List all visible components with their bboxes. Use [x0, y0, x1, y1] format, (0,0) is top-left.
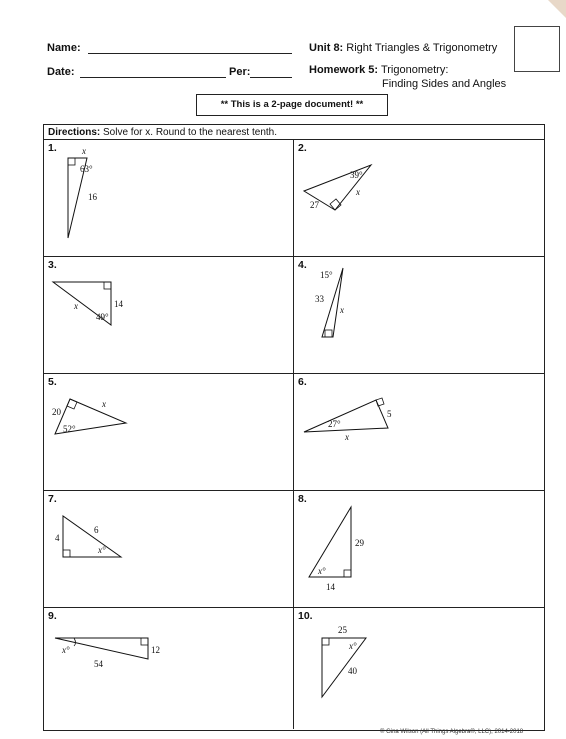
triangle-figure — [294, 140, 544, 257]
name-field[interactable] — [88, 42, 292, 54]
copyright-footer: © Gina Wilson (All Things Algebra®, LLC), 2014-2018 — [380, 729, 524, 735]
triangle-figure — [294, 491, 544, 608]
side-label: x — [345, 432, 349, 442]
problem-number: 3. — [48, 259, 57, 271]
problem-number: 1. — [48, 142, 57, 154]
side-label: 27 — [310, 200, 319, 210]
side-label: 14 — [326, 582, 335, 592]
problem-number: 5. — [48, 376, 57, 388]
problem-1 — [44, 140, 294, 257]
angle-label: 49° — [96, 312, 109, 322]
problem-4 — [294, 257, 544, 374]
angle-label: 39° — [350, 170, 363, 180]
triangle-figure — [44, 608, 294, 729]
side-label: 4 — [55, 533, 60, 543]
unit-label: Unit 8: — [309, 42, 344, 54]
side-label: 16 — [88, 192, 97, 202]
problem-number: 7. — [48, 493, 57, 505]
angle-label: x° — [349, 641, 357, 651]
angle-label: 52° — [63, 424, 76, 434]
unit-title: Right Triangles & Trigonometry — [346, 42, 498, 54]
date-label: Date: — [47, 66, 75, 78]
problem-2 — [294, 140, 544, 257]
triangle-figure — [44, 491, 294, 608]
score-box[interactable] — [514, 26, 560, 72]
angle-label: 27° — [328, 419, 341, 429]
side-label: x — [74, 301, 78, 311]
side-label: 29 — [355, 538, 364, 548]
side-label: x — [102, 399, 106, 409]
angle-label: x° — [98, 545, 106, 555]
side-label: x — [356, 187, 360, 197]
homework-label: Homework 5: — [309, 64, 379, 76]
triangle-figure — [294, 257, 544, 374]
date-field[interactable] — [80, 66, 226, 78]
triangle-figure — [44, 374, 294, 491]
side-label: x — [82, 146, 86, 156]
side-label: 12 — [151, 645, 160, 655]
problem-3 — [44, 257, 294, 374]
problem-number: 9. — [48, 610, 57, 622]
triangle-figure — [44, 257, 294, 374]
triangle-figure — [294, 374, 544, 491]
side-label: 40 — [348, 666, 357, 676]
angle-label: x° — [62, 645, 70, 655]
per-label: Per: — [229, 66, 251, 78]
triangle-figure — [294, 608, 544, 729]
page-corner — [548, 0, 566, 18]
side-label: 25 — [338, 625, 347, 635]
problem-6 — [294, 374, 544, 491]
side-label: x — [340, 305, 344, 315]
directions-text: Solve for x. Round to the nearest tenth. — [103, 127, 278, 138]
problem-number: 10. — [298, 610, 313, 622]
problem-10 — [294, 608, 544, 729]
side-label: 33 — [315, 294, 324, 304]
notice-banner: ** This is a 2-page document! ** — [196, 94, 388, 116]
problem-number: 2. — [298, 142, 307, 154]
angle-label: x° — [318, 566, 326, 576]
side-label: 5 — [387, 409, 392, 419]
problem-number: 6. — [298, 376, 307, 388]
problem-grid — [43, 124, 545, 731]
side-label: 6 — [94, 525, 99, 535]
problem-9 — [44, 608, 294, 729]
problem-8 — [294, 491, 544, 608]
period-field[interactable] — [250, 66, 292, 78]
homework-heading — [309, 64, 448, 76]
side-label: 20 — [52, 407, 61, 417]
triangle-figure — [44, 140, 294, 257]
name-label: Name: — [47, 42, 81, 54]
angle-label: 15° — [320, 270, 333, 280]
unit-heading — [309, 42, 497, 54]
problem-number: 8. — [298, 493, 307, 505]
directions — [44, 125, 544, 140]
problem-7 — [44, 491, 294, 608]
side-label: 14 — [114, 299, 123, 309]
problem-number: 4. — [298, 259, 307, 271]
side-label: 54 — [94, 659, 103, 669]
angle-label: 63° — [80, 164, 93, 174]
homework-title-2: Finding Sides and Angles — [382, 78, 507, 90]
homework-title-1: Trigonometry: — [380, 64, 449, 76]
problem-5 — [44, 374, 294, 491]
directions-label: Directions: — [48, 127, 101, 138]
